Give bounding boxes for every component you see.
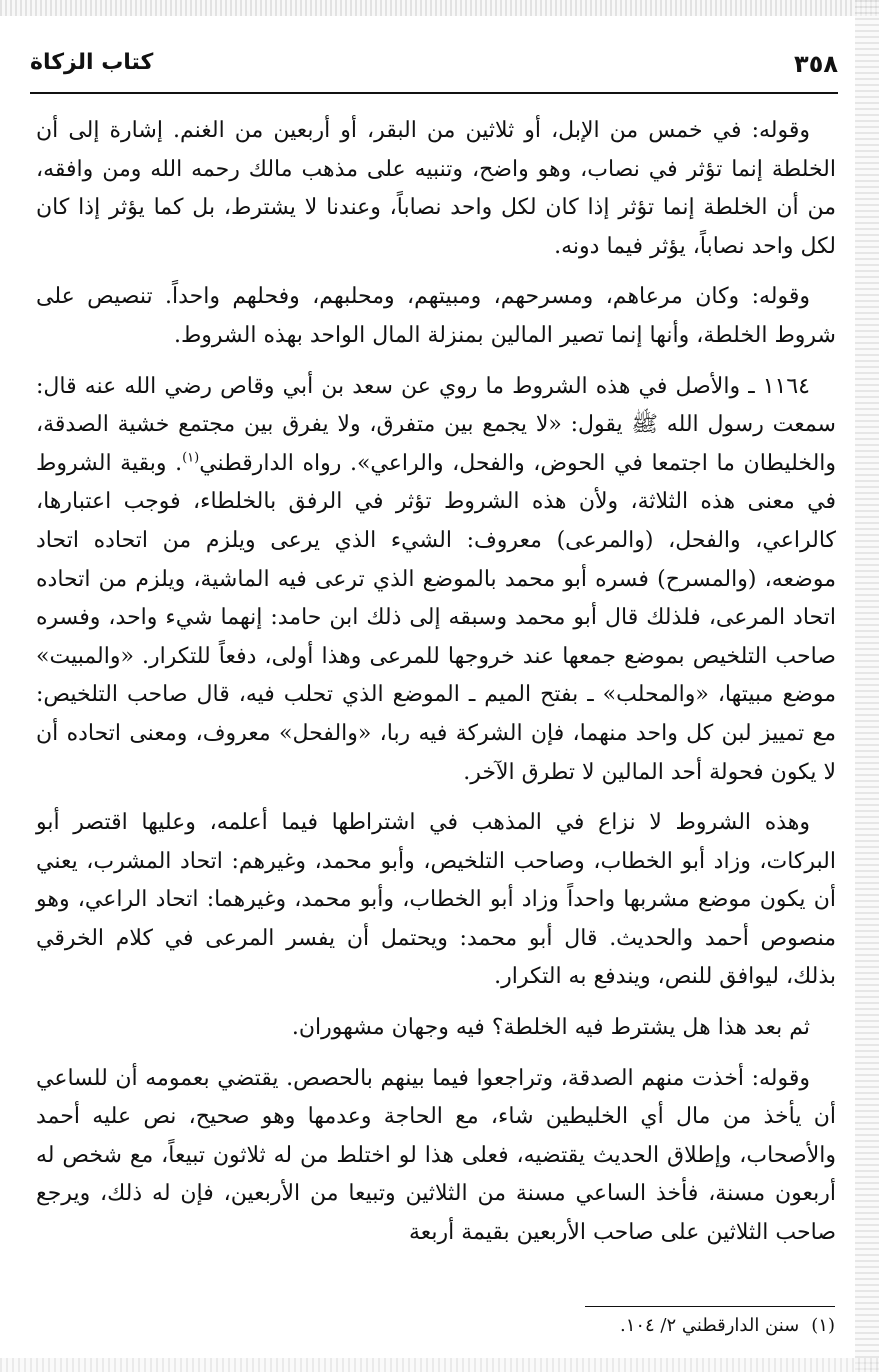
paragraph-1: وقوله: في خمس من الإبل، أو ثلاثين من البقر، أو أربعين من الغنم. إشارة إلى أن الخلطة إنما تؤثر في نصاب، وهو واضح، وتنبيه على مذهب مالك رحمه الله ومن وافقه، من أن الخلطة إنما تؤثر إذا كان لكل واحد نصاباً، وعندنا لا يشترط، بل كما يؤثر إذا كان لكل واحد نصاباً، يؤثر فيما دونه. bbox=[36, 118, 836, 259]
footnote bbox=[235, 1312, 835, 1340]
paragraph-6: وقوله: أخذت منهم الصدقة، وتراجعوا فيما بينهم بالحصص. يقتضي بعمومه أن للساعي أن يأخذ من مال أي الخليطين شاء، مع الحاجة وعدمها وهو صحيح، نص عليه أحمد والأصحاب، وإطلاق الحديث يقتضيه، فعلى هذا لو اختلط من له ثلاثون تبيعاً، مع شخص له أربعون مسنة، فأخذ الساعي مسنة من الثلاثين وتبيعا من الأربعين، فإن له ذلك، ويرجع صاحب الثلاثين على صاحب الأربعين بقيمة أربعة bbox=[36, 1065, 836, 1246]
page-edge-bottom bbox=[0, 1358, 879, 1372]
paragraph-3-part-1: ١١٦٤ ـ والأصل في هذه الشروط ما روي عن سعد بن أبي وقاص رضي الله عنه قال: سمعت رسول الله ﷺ يقول: «لا يجمع بين متفرق، ولا يفرق بين مجتمع خشية الصدقة، والخليطان ما اجتمعا في الحوض، والفحل، والراعي». رواه الدارقطني bbox=[36, 373, 837, 476]
book-title: كتاب الزكاة bbox=[30, 50, 154, 75]
header-rule bbox=[30, 92, 838, 94]
footnote-rule bbox=[585, 1306, 835, 1307]
footnote-text: سنن الدارقطني ٢/ ١٠٤. bbox=[619, 1315, 800, 1336]
footnote-number: (١) bbox=[811, 1315, 835, 1336]
paragraph-3-part-2: . وبقية الشروط في معنى هذه الثلاثة، ولأن هذه الشروط تؤثر في الرفق بالخلطاء، فوجب اعتبارها، كالراعي، والفحل، (والمرعى) معروف: الشيء الذي يرعى ويلزم من اتحاده اتحاد موضعه، (والمسرح) فسره أبو محمد بالموضع الذي ترعى فيه الماشية، ويلزم من اتحاده اتحاد المرعى، فلذلك قال أبو محمد وسبقه إلى ذلك ابن حامد: إنهما شيء واحد، وفسره صاحب التلخيص بموضع جمعها عند خروجها للمرعى وهذا أولى، دفعاً للتكرار. «والمبيت» موضع مبيتها، «والمحلب» ـ بفتح الميم ـ الموضع الذي تحلب فيه، قال صاحب التلخيص: مع تمييز لبن كل واحد منهما، فإن الشركة فيه ربا، «والفحل» معروف، ومعنى اتحاده أن لا يكون فحولة أحد المالين لا تطرق الآخر. bbox=[36, 450, 836, 785]
page-number: ٣٥٨ bbox=[794, 50, 838, 78]
paragraph-5: ثم بعد هذا هل يشترط فيه الخلطة؟ فيه وجهان مشهوران. bbox=[291, 1015, 810, 1041]
paragraph-4: وهذه الشروط لا نزاع في المذهب في اشتراطها فيما أعلمه، وعليها اقتصر أبو البركات، وزاد أبو الخطاب، وصاحب التلخيص، وأبو محمد، وغيرهم: اتحاد المشرب، يعني أن يكون موضع مشربها واحداً وزاد أبو الخطاب، وأبو محمد، وغيرهما: اتحاد الراعي، وهو منصوص أحمد والحديث. قال أبو محمد: ويحتمل أن يفسر المرعى في كلام الخرقي بذلك، ليوافق للنص، ويندفع به التكرار. bbox=[36, 810, 837, 990]
paragraph-3 bbox=[36, 368, 836, 793]
page-edge-top bbox=[0, 0, 879, 16]
paragraph-2: وقوله: وكان مرعاهم، ومسرحهم، ومبيتهم، ومحلبهم، وفحلهم واحداً. تنصيص على شروط الخلطة، وأنها إنما تصير المالين بمنزلة المال الواحد بهذه الشروط. bbox=[36, 284, 836, 348]
page-edge-right bbox=[855, 0, 879, 1372]
page-header bbox=[30, 48, 838, 90]
body-text bbox=[36, 112, 836, 1265]
footnote-reference[interactable]: (١) bbox=[182, 450, 200, 466]
